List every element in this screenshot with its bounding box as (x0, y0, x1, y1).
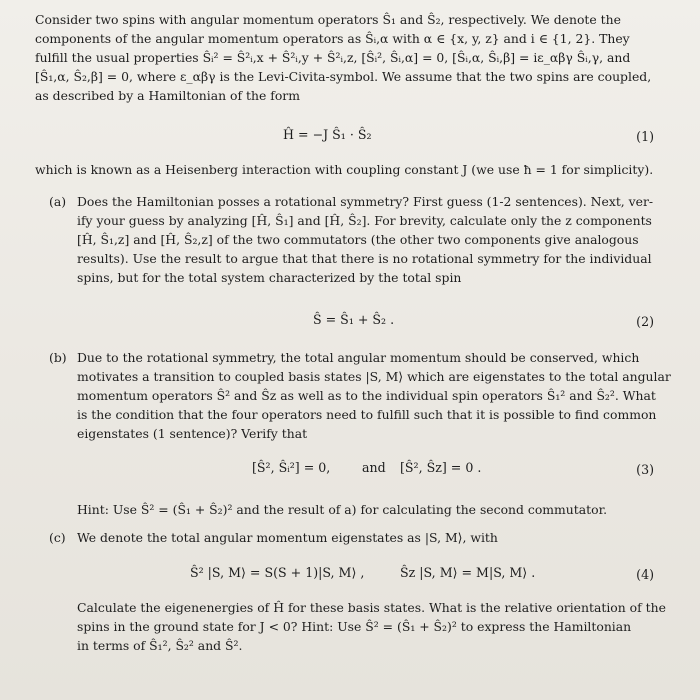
part-b-label: (b) (49, 350, 67, 365)
part-a-line: Does the Hamiltonian posses a rotational symmetry? First guess (1-2 sentences). Next, ver- (77, 194, 654, 209)
part-a-line: [Ĥ, Ŝ₁,z] and [Ĥ, Ŝ₂,z] of the two commutators (the other two components give analogous (77, 232, 639, 247)
part-c-line: in terms of Ŝ₁², Ŝ₂² and Ŝ². (77, 638, 243, 653)
part-b-line: eigenstates (1 sentence)? Verify that (77, 426, 308, 441)
part-c-intro-line: We denote the total angular momentum eigenstates as |S, M⟩, with (77, 530, 498, 545)
equation-1-number: (1) (636, 129, 654, 144)
heisenberg-sentence (35, 160, 665, 179)
part-b-line: motivates a transition to coupled basis states |S, M⟩ which are eigenstates to the total angular (77, 369, 671, 384)
part-b-text (77, 348, 671, 443)
heisenberg-line: which is known as a Heisenberg interaction with coupling constant J (we use ħ = 1 for simplicity). (35, 162, 654, 177)
part-c-label: (c) (49, 530, 66, 545)
part-c-text (77, 598, 666, 655)
equation-4-left: Ŝ² |S, M⟩ = S(S + 1)|S, M⟩ , (190, 565, 365, 580)
part-a-line: results). Use the result to argue that that there is no rotational symmetry for the individual (77, 251, 652, 266)
equation-3-and: and (362, 460, 386, 475)
equation-2: Ŝ = Ŝ₁ + Ŝ₂ . (313, 312, 395, 327)
intro-line: components of the angular momentum operators as Ŝᵢ,α with α ∈ {x, y, z} and i ∈ {1, 2}. They (35, 31, 630, 46)
part-a-line: spins, but for the total system characterized by the total spin (77, 270, 462, 285)
intro-line: fulfill the usual properties Ŝᵢ² = Ŝ²ᵢ,x + Ŝ²ᵢ,y + Ŝ²ᵢ,z, [Ŝᵢ², Ŝᵢ,α] = 0, [Ŝᵢ,α, Ŝᵢ,β] = iε_αβγ Ŝᵢ,γ, and (35, 50, 631, 65)
intro-line: [Ŝ₁,α, Ŝ₂,β] = 0, where ε_αβγ is the Levi-Civita-symbol. We assume that the two spins are coupled, (35, 69, 652, 84)
part-c-intro (77, 528, 657, 547)
part-b-line: is the condition that the four operators need to fulfill such that it is possible to find common (77, 407, 657, 422)
equation-3-left: [Ŝ², Ŝᵢ²] = 0, (252, 460, 331, 475)
part-a-line: ify your guess by analyzing [Ĥ, Ŝ₁] and [Ĥ, Ŝ₂]. For brevity, calculate only the z components (77, 213, 652, 228)
part-c-line: spins in the ground state for J < 0? Hint: Use Ŝ² = (Ŝ₁ + Ŝ₂)² to express the Hamiltonian (77, 619, 632, 634)
equation-3-number: (3) (636, 462, 654, 477)
hint-line: Hint: Use Ŝ² = (Ŝ₁ + Ŝ₂)² and the result of a) for calculating the second commutator. (77, 502, 608, 517)
equation-1: Ĥ = −J Ŝ₁ · Ŝ₂ (283, 127, 372, 142)
equation-3-right: [Ŝ², Ŝz] = 0 . (400, 460, 482, 475)
part-b-hint (77, 500, 657, 519)
part-a-label: (a) (49, 194, 67, 209)
intro-line: Consider two spins with angular momentum operators Ŝ₁ and Ŝ₂, respectively. We denote the (35, 12, 621, 27)
intro-paragraph (35, 10, 655, 105)
part-b-line: Due to the rotational symmetry, the total angular momentum should be conserved, which (77, 350, 640, 365)
part-a-text (77, 192, 657, 287)
equation-4-right: Ŝz |S, M⟩ = M|S, M⟩ . (400, 565, 536, 580)
equation-4-number: (4) (636, 567, 654, 582)
equation-2-number: (2) (636, 314, 654, 329)
part-c-line: Calculate the eigenenergies of Ĥ for these basis states. What is the relative orientation of the (77, 600, 666, 615)
part-b-line: momentum operators Ŝ² and Ŝz as well as to the individual spin operators Ŝ₁² and Ŝ₂². What (77, 388, 656, 403)
intro-line: as described by a Hamiltonian of the form (35, 88, 300, 103)
